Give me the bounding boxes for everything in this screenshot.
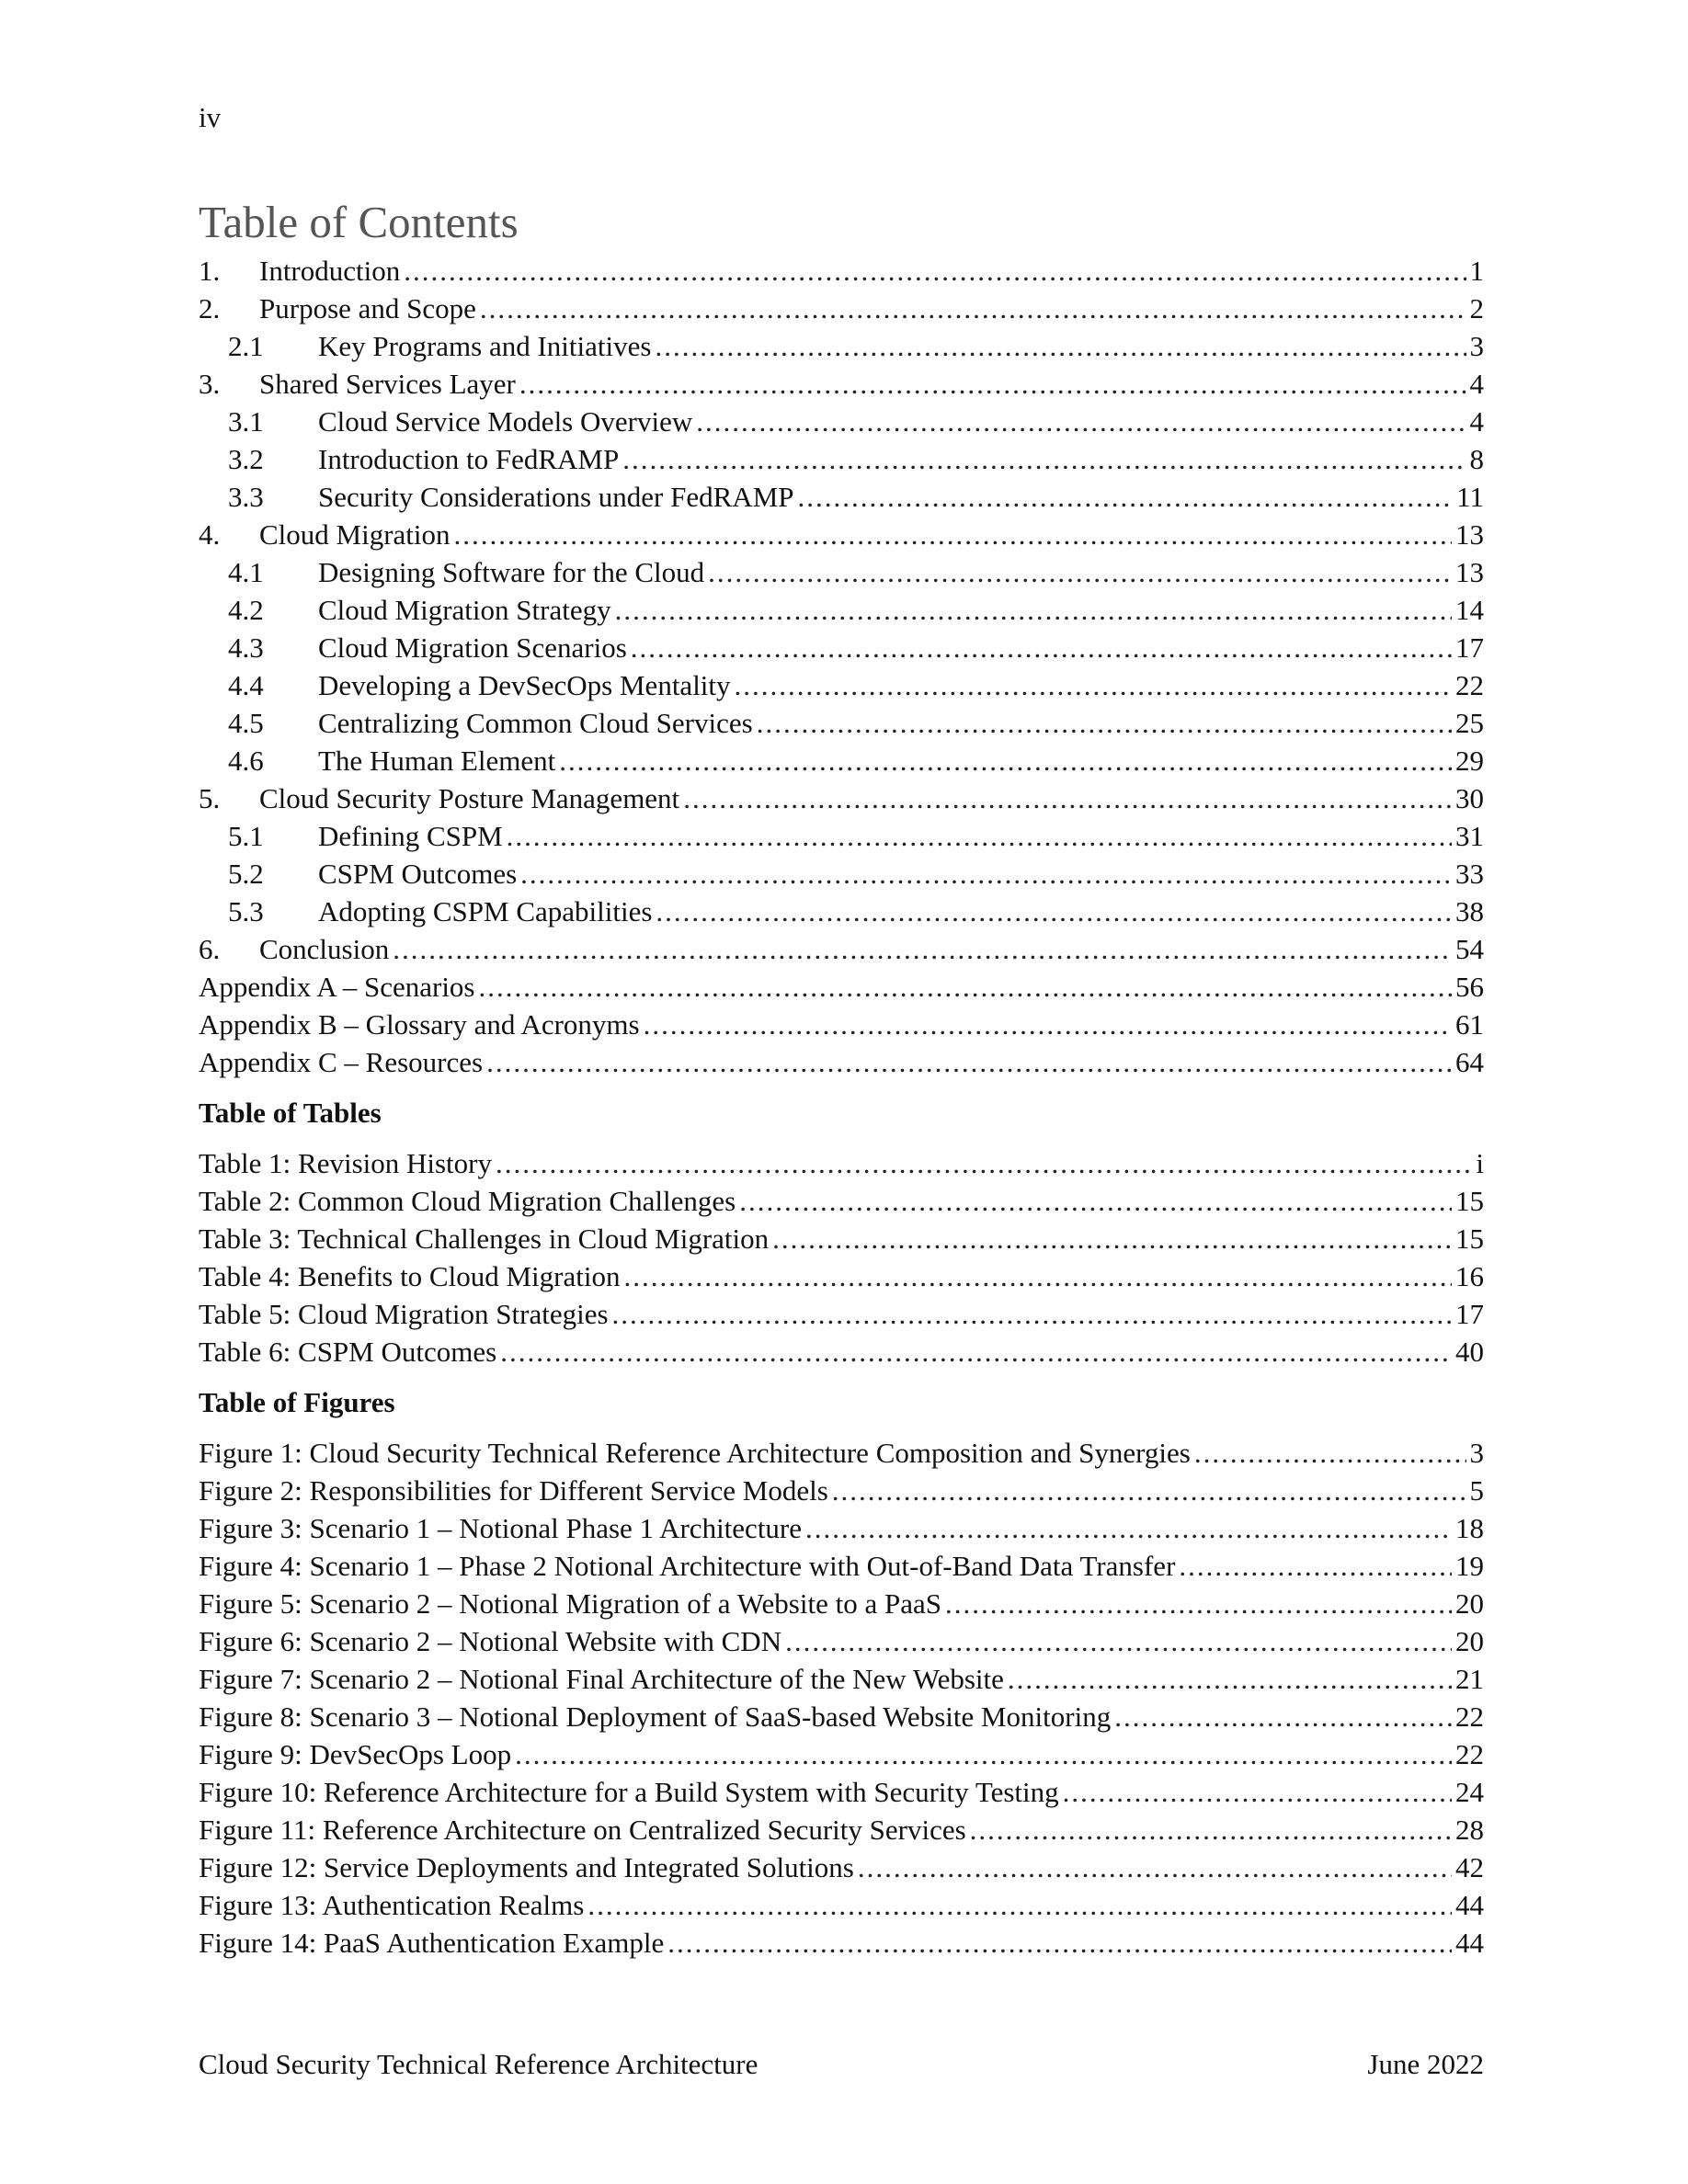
toc-entry[interactable]: [199, 1295, 1484, 1333]
entry-page-number: 20: [1455, 1625, 1484, 1657]
entry-title: Figure 7: Scenario 2 – Notional Final Architecture of the New Website: [199, 1663, 1004, 1695]
entry-page-number: 44: [1455, 1927, 1484, 1959]
entry-title: Appendix B – Glossary and Acronyms: [199, 1008, 640, 1041]
entry-number: 4.6: [228, 745, 264, 777]
toc-entry[interactable]: [199, 817, 1484, 855]
entry-title: Designing Software for the Cloud: [318, 556, 705, 588]
entry-title: Table 1: Revision History: [199, 1147, 492, 1179]
entry-page-number: 17: [1455, 1298, 1484, 1330]
dot-leader: [739, 1182, 1452, 1220]
entry-title: Table 2: Common Cloud Migration Challenges: [199, 1185, 736, 1217]
entry-number: 3.: [199, 368, 221, 400]
entry-page-number: 1: [1469, 255, 1484, 287]
toc-entry[interactable]: [199, 1698, 1484, 1735]
entry-number: 2.: [199, 292, 221, 324]
dot-leader: [945, 1585, 1452, 1622]
figures-heading: Table of Figures: [199, 1386, 395, 1418]
dot-leader: [623, 1257, 1452, 1295]
toc-entry[interactable]: [199, 440, 1484, 478]
dot-leader: [655, 327, 1466, 365]
entry-title: Appendix A – Scenarios: [199, 971, 475, 1003]
toc-entry[interactable]: [199, 704, 1484, 742]
entry-number: 4.4: [228, 669, 264, 701]
dot-leader: [1114, 1698, 1452, 1735]
page-footer: [199, 2046, 1484, 2083]
dot-leader: [1179, 1547, 1452, 1585]
entry-page-number: 21: [1455, 1663, 1484, 1695]
toc-entry[interactable]: [199, 1257, 1484, 1295]
entry-page-number: 15: [1455, 1185, 1484, 1217]
dot-leader: [454, 516, 1452, 553]
toc-entry[interactable]: [199, 365, 1484, 403]
document-body: [199, 193, 1484, 1962]
entry-number: 6.: [199, 933, 221, 965]
toc-entry[interactable]: [199, 666, 1484, 704]
entry-page-number: 54: [1455, 933, 1484, 965]
entry-page-number: 4: [1469, 405, 1484, 438]
dot-leader: [404, 252, 1466, 290]
dot-leader: [507, 817, 1452, 855]
entry-number: 4.: [199, 518, 221, 551]
dot-leader: [785, 1622, 1452, 1660]
toc-entry[interactable]: [199, 1886, 1484, 1924]
entry-title: CSPM Outcomes: [318, 858, 518, 890]
entry-title: Figure 8: Scenario 3 – Notional Deployment of SaaS-based Website Monitoring: [199, 1701, 1112, 1733]
toc-entry[interactable]: [199, 516, 1484, 553]
toc-entry[interactable]: [199, 1585, 1484, 1622]
entry-title: Cloud Migration Strategy: [318, 594, 611, 626]
entry-title: Centralizing Common Cloud Services: [318, 707, 753, 739]
dot-leader: [798, 478, 1454, 516]
entry-number: 3.2: [228, 443, 264, 475]
footer-date: June 2022: [1367, 2048, 1484, 2080]
entry-page-number: 13: [1455, 556, 1484, 588]
entry-title: Security Considerations under FedRAMP: [318, 481, 794, 513]
entry-number: 5.: [199, 782, 221, 814]
entry-number: 3.3: [228, 481, 264, 513]
entry-title: Figure 10: Reference Architecture for a Build System with Security Testing: [199, 1776, 1059, 1808]
entry-page-number: 8: [1469, 443, 1484, 475]
toc-entry[interactable]: [199, 1660, 1484, 1698]
dot-leader: [1194, 1434, 1466, 1472]
entry-title: Cloud Migration Scenarios: [318, 631, 627, 664]
dot-leader: [696, 403, 1466, 440]
toc-list: [199, 252, 1484, 1081]
entry-page-number: 2: [1469, 292, 1484, 324]
dot-leader: [735, 666, 1452, 704]
toc-entry[interactable]: [199, 1735, 1484, 1773]
dot-leader: [656, 893, 1452, 930]
dot-leader: [772, 1220, 1452, 1257]
entry-page-number: 40: [1455, 1336, 1484, 1368]
dot-leader: [683, 779, 1452, 817]
toc-entry[interactable]: [199, 968, 1484, 1006]
entry-page-number: 20: [1455, 1587, 1484, 1620]
entry-page-number: 61: [1455, 1008, 1484, 1041]
entry-title: Figure 4: Scenario 1 – Phase 2 Notional Architecture with Out-of-Band Data Transfer: [199, 1550, 1176, 1582]
toc-entry[interactable]: [199, 478, 1484, 516]
tables-heading: Table of Tables: [199, 1097, 382, 1129]
entry-page-number: 33: [1455, 858, 1484, 890]
toc-entry[interactable]: [199, 893, 1484, 930]
toc-entry[interactable]: [199, 1773, 1484, 1811]
entry-title: Table 3: Technical Challenges in Cloud Migration: [199, 1223, 770, 1255]
entry-page-number: 30: [1455, 782, 1484, 814]
dot-leader: [858, 1848, 1452, 1886]
entry-page-number: 22: [1455, 1701, 1484, 1733]
entry-title: Figure 9: DevSecOps Loop: [199, 1738, 512, 1770]
toc-entry[interactable]: [199, 1547, 1484, 1585]
entry-title: Figure 2: Responsibilities for Different Service Models: [199, 1474, 828, 1507]
toc-entry[interactable]: [199, 779, 1484, 817]
entry-title: Figure 3: Scenario 1 – Notional Phase 1 Architecture: [199, 1512, 803, 1544]
entry-number: 4.3: [228, 631, 264, 664]
toc-entry[interactable]: [199, 855, 1484, 893]
entry-number: 4.1: [228, 556, 264, 588]
toc-entry[interactable]: [199, 629, 1484, 666]
entry-title: Purpose and Scope: [259, 292, 476, 324]
toc-entry[interactable]: [199, 1509, 1484, 1547]
entry-page-number: 13: [1455, 518, 1484, 551]
toc-entry[interactable]: [199, 327, 1484, 365]
entry-page-number: 22: [1455, 1738, 1484, 1770]
entry-title: Figure 14: PaaS Authentication Example: [199, 1927, 665, 1959]
entry-title: Introduction to FedRAMP: [318, 443, 620, 475]
entry-page-number: 4: [1469, 368, 1484, 400]
dot-leader: [486, 1043, 1452, 1081]
entry-title: Conclusion: [259, 933, 390, 965]
entry-page-number: 15: [1455, 1223, 1484, 1255]
entry-title: The Human Element: [318, 745, 556, 777]
entry-number: 2.1: [228, 330, 264, 362]
dot-leader: [631, 629, 1452, 666]
dot-leader: [708, 553, 1452, 591]
entry-title: Defining CSPM: [318, 820, 503, 852]
dot-leader: [520, 855, 1452, 893]
toc-entry[interactable]: [199, 403, 1484, 440]
toc-entry[interactable]: [199, 1472, 1484, 1509]
entry-title: Figure 13: Authentication Realms: [199, 1889, 585, 1921]
entry-title: Figure 6: Scenario 2 – Notional Website with CDN: [199, 1625, 782, 1657]
dot-leader: [496, 1144, 1472, 1182]
toc-entry[interactable]: [199, 1182, 1484, 1220]
footer-document-title: Cloud Security Technical Reference Architecture: [199, 2048, 758, 2080]
dot-leader: [515, 1735, 1452, 1773]
entry-page-number: 14: [1455, 594, 1484, 626]
entry-page-number: 25: [1455, 707, 1484, 739]
entry-title: Table 6: CSPM Outcomes: [199, 1336, 497, 1368]
toc-entry[interactable]: [199, 1434, 1484, 1472]
entry-page-number: 24: [1455, 1776, 1484, 1808]
toc-entry[interactable]: [199, 1144, 1484, 1182]
dot-leader: [500, 1333, 1452, 1371]
entry-title: Table 4: Benefits to Cloud Migration: [199, 1260, 621, 1292]
toc-entry[interactable]: [199, 252, 1484, 290]
toc-title: Table of Contents: [199, 197, 519, 247]
dot-leader: [1063, 1773, 1452, 1811]
entry-page-number: 16: [1455, 1260, 1484, 1292]
entry-page-number: 17: [1455, 631, 1484, 664]
toc-entry[interactable]: [199, 553, 1484, 591]
toc-entry[interactable]: [199, 1924, 1484, 1962]
entry-page-number: 18: [1455, 1512, 1484, 1544]
entry-page-number: 28: [1455, 1814, 1484, 1846]
toc-entry[interactable]: [199, 742, 1484, 779]
tables-list: [199, 1144, 1484, 1371]
toc-entry[interactable]: [199, 930, 1484, 968]
entry-number: 5.2: [228, 858, 264, 890]
entry-page-number: 5: [1469, 1474, 1484, 1507]
entry-page-number: 29: [1455, 745, 1484, 777]
entry-number: 4.2: [228, 594, 264, 626]
entry-title: Table 5: Cloud Migration Strategies: [199, 1298, 609, 1330]
entry-title: Cloud Migration: [259, 518, 451, 551]
entry-page-number: 3: [1469, 330, 1484, 362]
entry-title: Introduction: [259, 255, 401, 287]
dot-leader: [667, 1924, 1452, 1962]
dot-leader: [757, 704, 1452, 742]
entry-page-number: 22: [1455, 669, 1484, 701]
entry-title: Cloud Service Models Overview: [318, 405, 693, 438]
entry-page-number: 64: [1455, 1046, 1484, 1078]
dot-leader: [480, 290, 1466, 327]
dot-leader: [615, 591, 1452, 629]
entry-title: Shared Services Layer: [259, 368, 516, 400]
entry-page-number: 19: [1455, 1550, 1484, 1582]
toc-entry[interactable]: [199, 1622, 1484, 1660]
entry-title: Figure 5: Scenario 2 – Notional Migration of a Website to a PaaS: [199, 1587, 941, 1620]
entry-number: 5.3: [228, 895, 264, 927]
entry-title: Figure 12: Service Deployments and Integrated Solutions: [199, 1851, 854, 1883]
toc-entry[interactable]: [199, 1848, 1484, 1886]
entry-page-number: 3: [1469, 1437, 1484, 1469]
entry-number: 4.5: [228, 707, 264, 739]
toc-entry[interactable]: [199, 1006, 1484, 1043]
dot-leader: [1008, 1660, 1452, 1698]
entry-page-number: 11: [1456, 481, 1484, 513]
toc-entry[interactable]: [199, 1811, 1484, 1848]
entry-number: 3.1: [228, 405, 264, 438]
entry-title: Figure 11: Reference Architecture on Centralized Security Services: [199, 1814, 966, 1846]
dot-leader: [587, 1886, 1452, 1924]
dot-leader: [479, 968, 1453, 1006]
entry-page-number: 38: [1455, 895, 1484, 927]
entry-number: 5.1: [228, 820, 264, 852]
dot-leader: [519, 365, 1466, 403]
page-number: iv: [199, 101, 222, 133]
dot-leader: [622, 440, 1466, 478]
toc-entry[interactable]: [199, 1220, 1484, 1257]
entry-title: Key Programs and Initiatives: [318, 330, 652, 362]
figures-list: [199, 1434, 1484, 1962]
dot-leader: [805, 1509, 1452, 1547]
dot-leader: [612, 1295, 1452, 1333]
dot-leader: [832, 1472, 1466, 1509]
entry-title: Figure 1: Cloud Security Technical Reference Architecture Composition and Synergies: [199, 1437, 1191, 1469]
entry-page-number: 42: [1455, 1851, 1484, 1883]
entry-number: 1.: [199, 255, 221, 287]
entry-page-number: 44: [1455, 1889, 1484, 1921]
toc-entry[interactable]: [199, 290, 1484, 327]
entry-page-number: 56: [1455, 971, 1484, 1003]
entry-page-number: i: [1476, 1147, 1484, 1179]
toc-entry[interactable]: [199, 591, 1484, 629]
entry-title: Adopting CSPM Capabilities: [318, 895, 653, 927]
entry-title: Cloud Security Posture Management: [259, 782, 680, 814]
entry-title: Developing a DevSecOps Mentality: [318, 669, 731, 701]
dot-leader: [644, 1006, 1452, 1043]
dot-leader: [393, 930, 1452, 968]
entry-page-number: 31: [1455, 820, 1484, 852]
entry-title: Appendix C – Resources: [199, 1046, 484, 1078]
dot-leader: [970, 1811, 1452, 1848]
toc-entry[interactable]: [199, 1043, 1484, 1081]
toc-entry[interactable]: [199, 1333, 1484, 1371]
dot-leader: [559, 742, 1452, 779]
